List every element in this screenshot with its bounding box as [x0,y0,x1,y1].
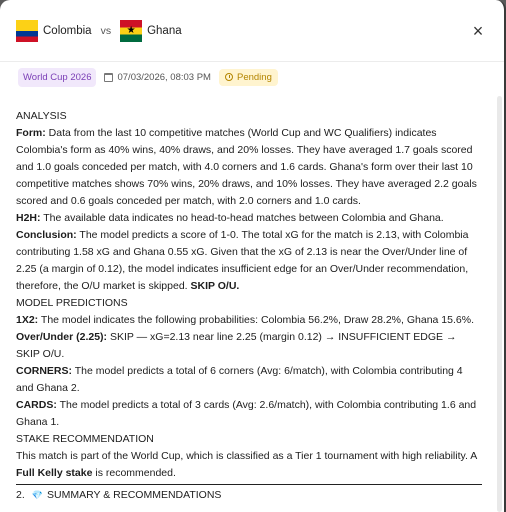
conclusion-text: The model predicts a score of 1-0. The total xG for the match is 2.13, with Colombia contributing 1.58 xG and Ghana 0.55 xG. Given that the xG of 2.13 is near the Over/Under line of 2.25 (a margin of 0.12), the model indicates insufficient edge for an Over/Under recommendation, therefore, the O/U market is skipped. [16,229,469,292]
conclusion-skip: SKIP O/U. [190,280,240,292]
h2h-paragraph [16,210,482,227]
analysis-heading: ANALYSIS [16,110,67,122]
cards-label: CARDS: [16,399,57,411]
conclusion-label: Conclusion: [16,229,77,241]
h2h-label: H2H: [16,212,41,224]
ghana-flag-icon: ★ [120,20,142,42]
match-datetime: 07/03/2026, 08:03 PM [117,71,211,83]
corners-paragraph [16,363,482,397]
ou-paragraph [16,329,482,363]
stake-text-2: is recommended. [92,467,176,479]
status-badge [219,69,278,86]
away-team-name: Ghana [147,24,182,37]
ou-text: SKIP — xG=2.13 near line 2.25 (margin 0.12) → INSUFFICIENT EDGE → SKIP O/U. [16,331,457,360]
modal-header [0,0,504,62]
x12-paragraph [16,312,482,329]
close-icon[interactable]: × [472,20,484,41]
form-label: Form: [16,127,46,139]
gem-icon: 💎 [31,490,43,500]
stake-bold: Full Kelly stake [16,467,93,479]
competition-badge: World Cup 2026 [18,68,96,87]
stake-paragraph [16,448,482,482]
corners-label: CORNERS: [16,365,73,377]
form-paragraph [16,125,482,210]
status-label: Pending [236,71,272,83]
h2h-text: The available data indicates no head-to-head matches between Colombia and Ghana. [40,212,444,224]
summary-label: SUMMARY & RECOMMENDATIONS [46,489,222,501]
clock-icon [225,73,233,81]
ou-label: Over/Under (2.25): [16,331,108,343]
home-team [16,20,92,42]
summary-number: 2. [16,489,25,501]
x12-label: 1X2: [16,314,39,326]
conclusion-paragraph [16,227,482,295]
match-date [104,72,211,83]
predictions-heading: MODEL PREDICTIONS [16,297,128,309]
section-divider [16,484,482,485]
home-team-name: Colombia [43,24,92,37]
corners-text: The model predicts a total of 6 corners (Avg: 6/match), with Colombia contributing 4 and Ghana 2. [16,365,463,394]
vs-label: vs [100,24,112,37]
cards-paragraph [16,397,482,431]
match-meta [0,62,504,92]
away-team [120,20,182,42]
analysis-content [16,108,482,504]
colombia-flag-icon [16,20,38,42]
stake-heading: STAKE RECOMMENDATION [16,433,154,445]
calendar-icon [104,73,113,82]
stake-text-1: This match is part of the World Cup, which is classified as a Tier 1 tournament with high reliability. A [16,450,477,462]
scrollbar[interactable] [497,96,502,512]
cards-text: The model predicts a total of 3 cards (Avg: 2.6/match), with Colombia contributing 1.6 and Ghana 1. [16,399,477,428]
form-text: Data from the last 10 competitive matches (World Cup and WC Qualifiers) indicates Colombia's form as 40% wins, 40% draws, and 20% losses. They have averaged 1.7 goals scored and 1.0 goals conceded per match, with 4.0 corners and 1.6 cards. Ghana's form over their last 10 competitive matches shows 70% wins, 20% draws, and 10% losses. They have averaged 2.2 goals scored and 0.6 goals conceded per match, with 2.0 corners and 1.0 cards. [16,127,477,207]
x12-text: The model indicates the following probabilities: Colombia 56.2%, Draw 28.2%, Ghana 15.6%. [38,314,474,326]
summary-section-header[interactable] [16,487,482,504]
